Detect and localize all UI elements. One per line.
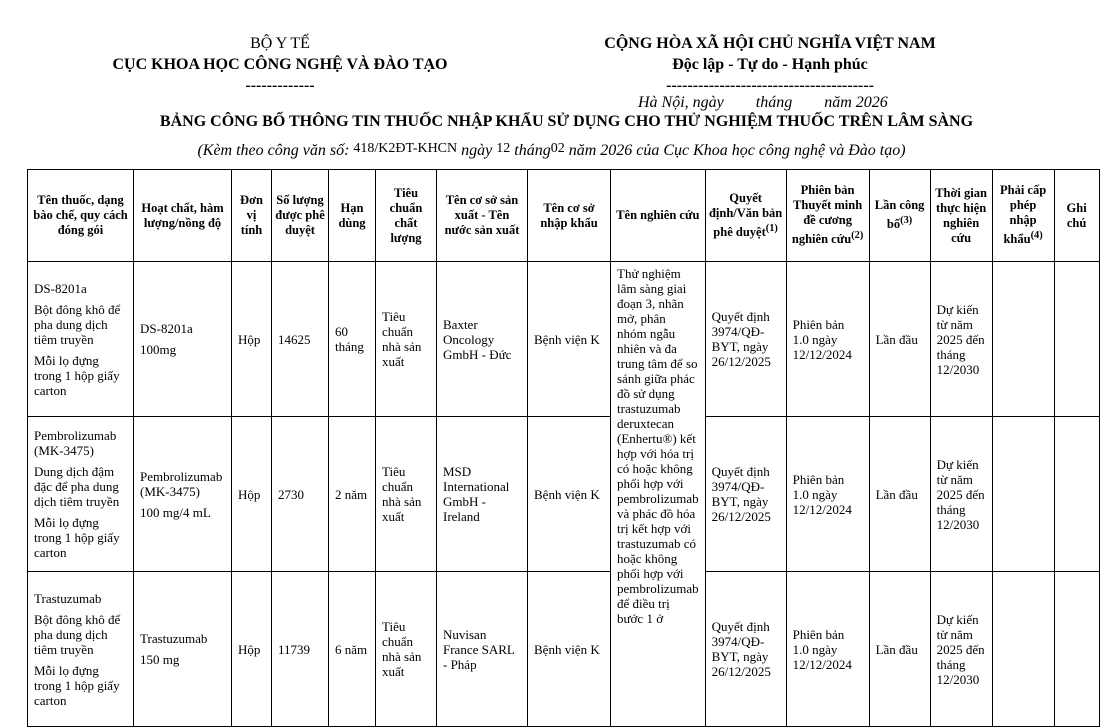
drug-form: Bột đông khô để pha dung dịch tiêm truyền	[34, 301, 121, 347]
cell-notes	[1054, 572, 1099, 727]
substance-strength: 100 mg/4 mL	[140, 504, 211, 520]
cell-substance	[134, 572, 232, 727]
cell-importer: Bệnh viện K	[528, 417, 611, 572]
substance-name: Pembrolizumab (MK-3475)	[140, 468, 223, 499]
cell-expiry: 6 năm	[329, 572, 376, 727]
cell-drug	[28, 262, 134, 417]
cell-standard: Tiêu chuẩn nhà sản xuất	[376, 417, 437, 572]
drug-name: DS-8201a	[34, 280, 87, 296]
substance-name: Trastuzumab	[140, 631, 208, 646]
table-row	[28, 417, 1100, 572]
cell-drug	[28, 417, 134, 572]
country-name: CỘNG HÒA XÃ HỘI CHỦ NGHĨA VIỆT NAM	[604, 35, 936, 52]
col-header-version	[786, 170, 869, 262]
cell-decision: Quyết định 3974/QĐ-BYT, ngày 26/12/2025	[705, 417, 786, 572]
col-header-unit: Đơn vị tính	[232, 170, 272, 262]
cell-importer: Bệnh viện K	[528, 572, 611, 727]
drug-name: Trastuzumab	[34, 590, 102, 606]
col-header-drug-name: Tên thuốc, dạng bào chế, quy cách đóng gói	[28, 170, 134, 262]
announce-header-text: Lần công bố	[874, 198, 925, 232]
table-row	[28, 572, 1100, 727]
drug-form: Bột đông khô để pha dung dịch tiêm truyền	[34, 611, 121, 657]
cell-quantity: 2730	[272, 417, 329, 572]
cell-unit: Hộp	[232, 262, 272, 417]
col-header-notes: Ghi chú	[1054, 170, 1099, 262]
col-header-quantity: Số lượng được phê duyệt	[272, 170, 329, 262]
decision-header-text: Quyết định/Văn bản phê duyệt	[708, 190, 783, 240]
cell-manufacturer: Baxter Oncology GmbH - Đức	[437, 262, 528, 417]
issuer-header	[60, 33, 500, 96]
cell-duration: Dự kiến từ năm 2025 đến tháng 12/2030	[930, 572, 992, 727]
drug-pack: Mỗi lọ đựng trong 1 hộp giấy carton	[34, 515, 120, 560]
cell-version: Phiên bản 1.0 ngày 12/12/2024	[786, 262, 869, 417]
version-header-text: Phiên bản Thuyết minh đề cương nghiên cứu	[791, 183, 863, 247]
announce-footnote-mark: (3)	[900, 215, 913, 227]
cell-manufacturer: MSD International GmbH - Ireland	[437, 417, 528, 572]
dispatch-day: 12	[496, 141, 511, 156]
ministry-name: BỘ Y TẾ	[250, 35, 310, 52]
substance-strength: 150 mg	[140, 652, 180, 667]
national-motto: Độc lập - Tự do - Hạnh phúc	[672, 56, 868, 73]
cell-notes	[1054, 417, 1099, 572]
cell-expiry: 60 tháng	[329, 262, 376, 417]
department-name: CỤC KHOA HỌC CÔNG NGHỆ VÀ ĐÀO TẠO	[112, 56, 448, 73]
drug-pack: Mỗi lọ đựng trong 1 hộp giấy carton	[34, 662, 120, 708]
table-row	[28, 262, 1100, 417]
cell-unit: Hộp	[232, 417, 272, 572]
substance-strength: 100mg	[140, 342, 177, 357]
cell-announce: Lần đầu	[869, 572, 930, 727]
cell-version: Phiên bản 1.0 ngày 12/12/2024	[786, 572, 869, 727]
cell-substance	[134, 262, 232, 417]
cell-permit	[992, 417, 1054, 572]
document-subtitle	[0, 142, 1103, 160]
col-header-manufacturer: Tên cơ sở sản xuất - Tên nước sản xuất	[437, 170, 528, 262]
substance-name: DS-8201a	[140, 321, 193, 336]
cell-manufacturer: Nuvisan France SARL - Pháp	[437, 572, 528, 727]
permit-footnote-mark: (4)	[1030, 230, 1043, 242]
cell-duration: Dự kiến từ năm 2025 đến tháng 12/2030	[930, 417, 992, 572]
cell-quantity: 11739	[272, 572, 329, 727]
col-header-duration: Thời gian thực hiện nghiên cứu	[930, 170, 992, 262]
subtitle-part3: tháng	[514, 142, 551, 159]
table-header-row	[28, 170, 1100, 262]
cell-expiry: 2 năm	[329, 417, 376, 572]
permit-header-text: Phải cấp phép nhập khẩu	[1000, 183, 1047, 247]
cell-permit	[992, 572, 1054, 727]
cell-decision: Quyết định 3974/QĐ-BYT, ngày 26/12/2025	[705, 262, 786, 417]
cell-permit	[992, 262, 1054, 417]
national-header	[560, 33, 980, 96]
col-header-study: Tên nghiên cứu	[611, 170, 706, 262]
cell-importer: Bệnh viện K	[528, 262, 611, 417]
cell-notes	[1054, 262, 1099, 417]
cell-announce: Lần đầu	[869, 262, 930, 417]
col-header-standard: Tiêu chuẩn chất lượng	[376, 170, 437, 262]
col-header-decision	[705, 170, 786, 262]
cell-unit: Hộp	[232, 572, 272, 727]
drug-name: Pembrolizumab (MK-3475)	[34, 428, 117, 458]
cell-standard: Tiêu chuẩn nhà sản xuất	[376, 262, 437, 417]
dispatch-month: 02	[550, 141, 565, 156]
subtitle-part2: ngày	[461, 142, 493, 159]
dateline: Hà Nội, ngày tháng năm 2026	[638, 94, 888, 111]
cell-quantity: 14625	[272, 262, 329, 417]
subtitle-part4: năm 2026 của Cục Khoa học công nghệ và Đào tạo)	[568, 142, 906, 159]
col-header-importer: Tên cơ sở nhập khẩu	[528, 170, 611, 262]
drug-form: Dung dịch đậm đặc để pha dung dịch tiêm truyền	[34, 464, 120, 509]
col-header-substance: Hoạt chất, hàm lượng/nồng độ	[134, 170, 232, 262]
decision-footnote-mark: (1)	[765, 222, 778, 234]
cell-announce: Lần đầu	[869, 417, 930, 572]
cell-study-name: Thử nghiệm lâm sàng giai đoạn 3, nhãn mở, phân nhóm ngẫu nhiên và đa trung tâm để so sánh giữa phác đồ sử dụng trastuzumab deruxtecan (Enhertu®) kết hợp với hóa trị có hoặc không phối hợp với pembrolizumab và phác đồ hóa trị kết hợp với trastuzumab có hoặc không phối hợp với pembrolizumab để điều trị bước 1 ở	[611, 262, 706, 727]
issuer-separator: -------------	[245, 77, 315, 94]
col-header-announce	[869, 170, 930, 262]
drug-table	[27, 169, 1100, 727]
motto-separator: ---------------------------------------	[666, 77, 874, 94]
drug-pack: Mỗi lọ đựng trong 1 hộp giấy carton	[34, 352, 120, 398]
cell-decision: Quyết định 3974/QĐ-BYT, ngày 26/12/2025	[705, 572, 786, 727]
col-header-permit	[992, 170, 1054, 262]
cell-drug	[28, 572, 134, 727]
cell-version: Phiên bản 1.0 ngày 12/12/2024	[786, 417, 869, 572]
col-header-expiry: Hạn dùng	[329, 170, 376, 262]
version-footnote-mark: (2)	[851, 230, 864, 242]
cell-duration: Dự kiến từ năm 2025 đến tháng 12/2030	[930, 262, 992, 417]
cell-substance	[134, 417, 232, 572]
cell-standard: Tiêu chuẩn nhà sản xuất	[376, 572, 437, 727]
dispatch-number: 418/K2ĐT-KHCN	[353, 141, 458, 156]
document-title: BẢNG CÔNG BỐ THÔNG TIN THUỐC NHẬP KHẨU SỬ DỤNG CHO THỬ NGHIỆM THUỐC TRÊN LÂM SÀNG	[159, 113, 974, 130]
subtitle-part1: (Kèm theo công văn số:	[197, 142, 350, 159]
